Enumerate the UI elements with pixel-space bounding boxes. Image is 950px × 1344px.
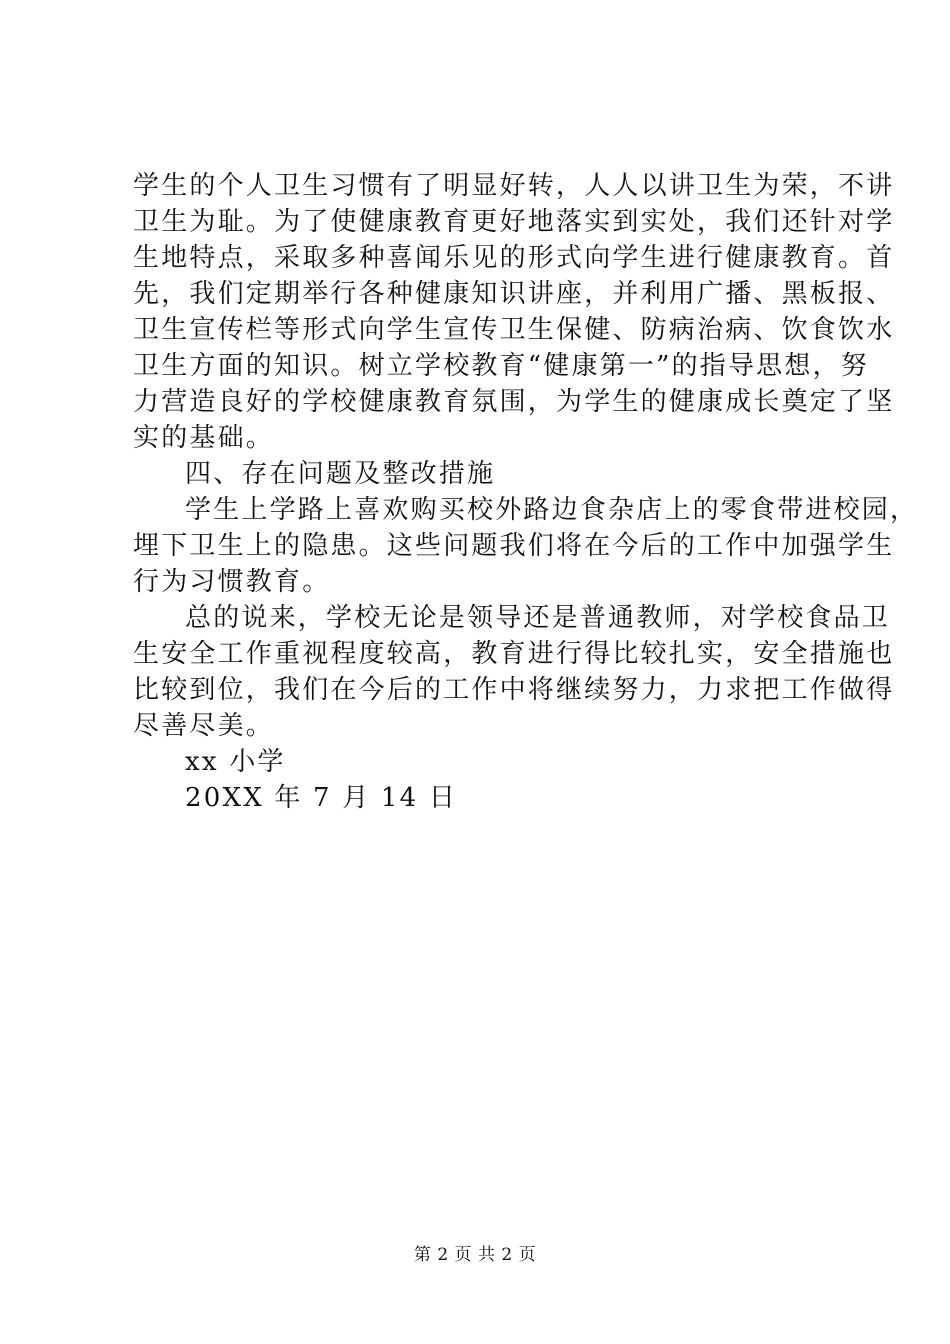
paragraph-3-line-1: 学生上学路上喜欢购买校外路边食杂店上的零食带进校园，	[185, 495, 919, 525]
section-heading: 四、存在问题及整改措施	[185, 459, 496, 489]
signature-school: xx 小学	[185, 747, 286, 777]
paragraph-4-line-4: 尽善尽美。	[133, 711, 275, 741]
paragraph-1-line-2: 卫生为耻。为了使健康教育更好地落实到实处，我们还针对学	[133, 207, 895, 237]
paragraph-4-line-3: 比较到位，我们在今后的工作中将继续努力，力求把工作做得	[133, 675, 895, 705]
paragraph-4-line-1: 总的说来，学校无论是领导还是普通教师，对学校食品卫	[185, 603, 891, 633]
document-body	[133, 168, 919, 816]
paragraph-1-line-7: 力营造良好的学校健康教育氛围，为学生的健康成长奠定了坚	[133, 387, 895, 417]
paragraph-1-line-3: 生地特点，采取多种喜闻乐见的形式向学生进行健康教育。首	[133, 243, 895, 273]
paragraph-1-line-6: 卫生方面的知识。树立学校教育“健康第一”的指导思想，努	[133, 351, 869, 381]
paragraph-1-line-1: 学生的个人卫生习惯有了明显好转，人人以讲卫生为荣，不讲	[133, 171, 895, 201]
paragraph-1-line-8: 实的基础。	[133, 423, 275, 453]
paragraph-1-line-5: 卫生宣传栏等形式向学生宣传卫生保健、防病治病、饮食饮水	[133, 315, 895, 345]
page-number-footer: 第 2 页 共 2 页	[413, 1245, 537, 1265]
paragraph-1-line-4: 先，我们定期举行各种健康知识讲座，并利用广播、黑板报、	[133, 279, 895, 309]
paragraph-3-line-3: 行为习惯教育。	[133, 567, 331, 597]
paragraph-3-line-2: 埋下卫生上的隐患。这些问题我们将在今后的工作中加强学生	[133, 531, 895, 561]
paragraph-4-line-2: 生安全工作重视程度较高，教育进行得比较扎实，安全措施也	[133, 639, 895, 669]
signature-date: 20XX 年 7 月 14 日	[185, 783, 458, 813]
